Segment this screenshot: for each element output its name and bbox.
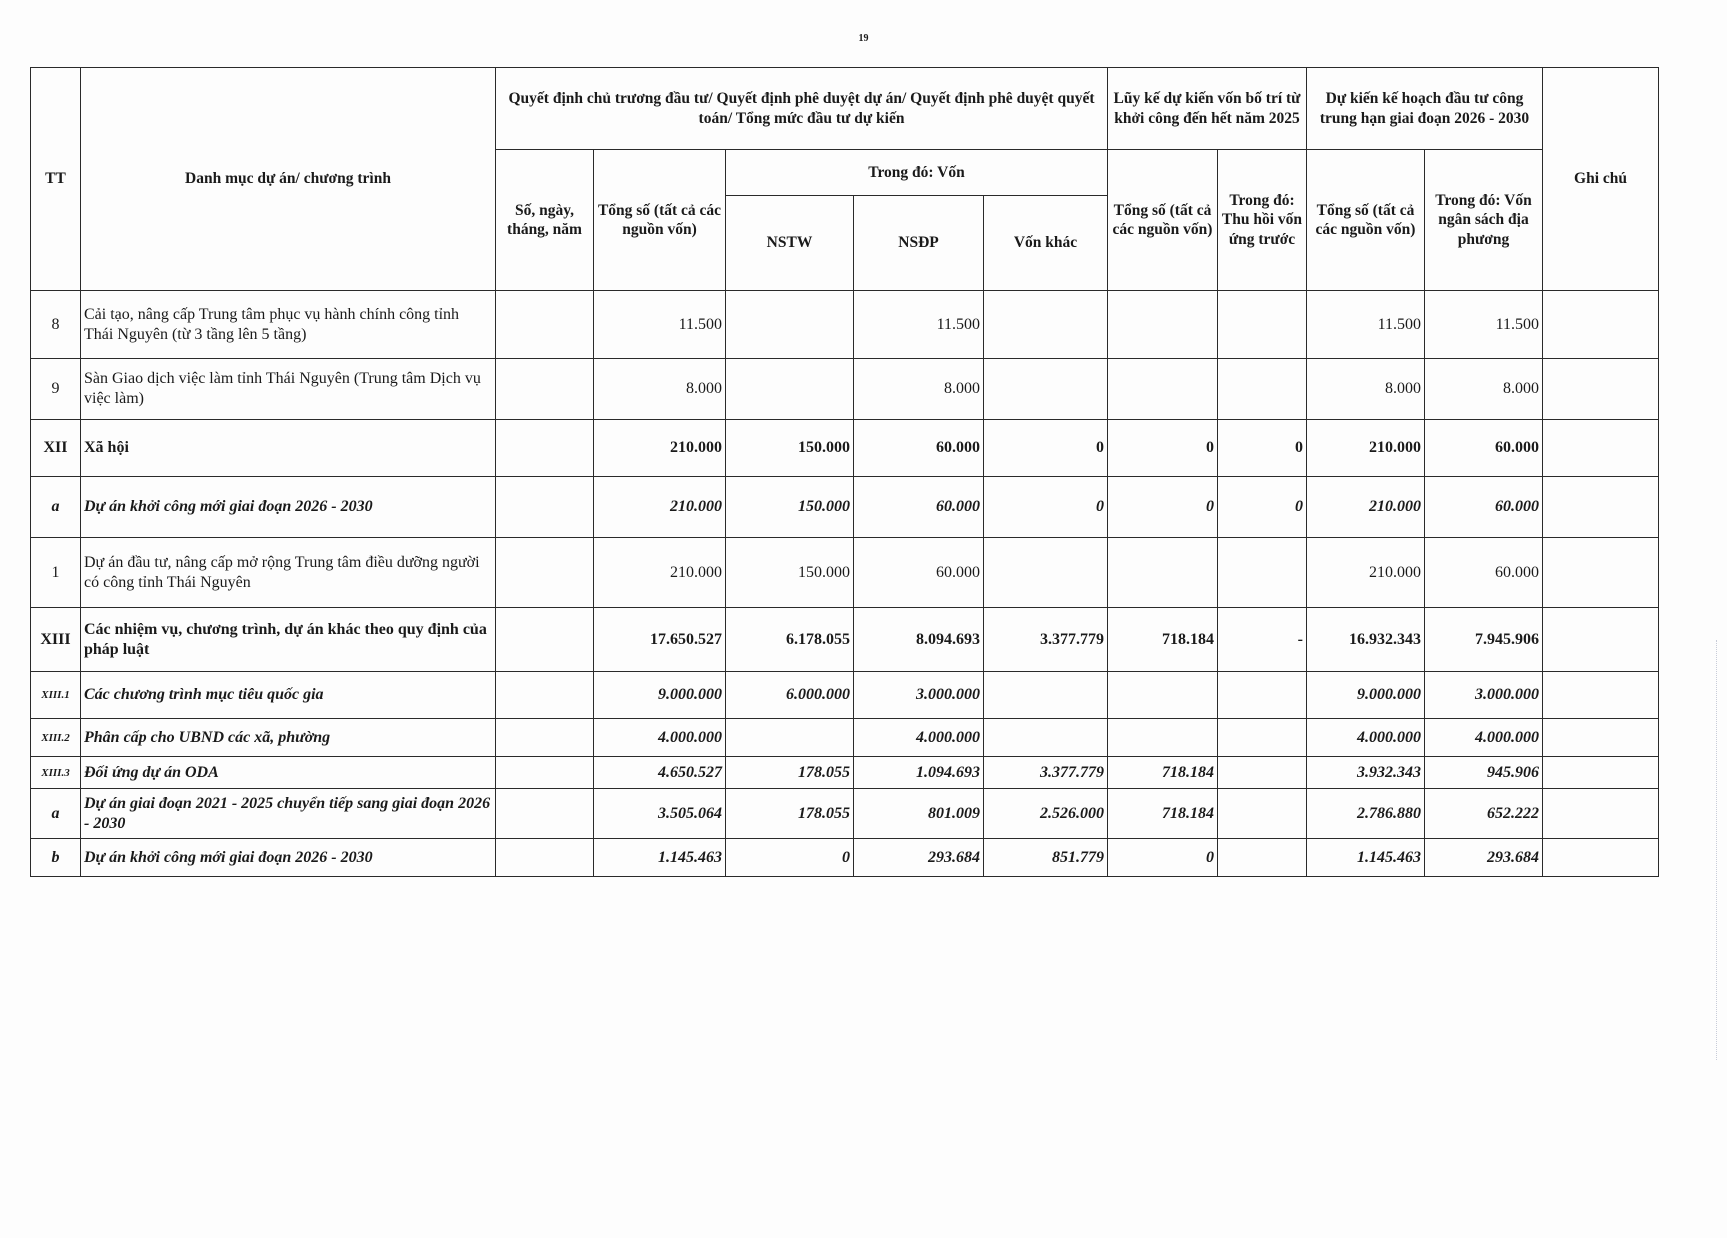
cell-plan-total: 210.000 — [1307, 538, 1425, 608]
cell-cum-total: 718.184 — [1108, 608, 1218, 672]
table-row — [31, 672, 1659, 719]
table-row — [31, 291, 1659, 359]
cell-other: 2.526.000 — [984, 789, 1108, 839]
cell-tt: XIII.2 — [31, 719, 81, 757]
cell-cum-total — [1108, 359, 1218, 420]
cell-nstw: 6.178.055 — [726, 608, 854, 672]
cell-name: Dự án khởi công mới giai đoạn 2026 - 2030 — [81, 477, 496, 538]
cell-cum-recovery: - — [1218, 608, 1307, 672]
cell-date — [496, 839, 594, 877]
cell-cum-total — [1108, 672, 1218, 719]
header-date: Số, ngày, tháng, năm — [496, 150, 594, 291]
header-project-name: Danh mục dự án/ chương trình — [81, 68, 496, 291]
table-row — [31, 719, 1659, 757]
cell-name: Dự án đầu tư, nâng cấp mở rộng Trung tâm điều dưỡng người có công tỉnh Thái Nguyên — [81, 538, 496, 608]
cell-plan-total: 2.786.880 — [1307, 789, 1425, 839]
cell-other — [984, 719, 1108, 757]
cell-nsdp: 293.684 — [854, 839, 984, 877]
cell-plan-total: 210.000 — [1307, 420, 1425, 477]
cell-tt: 8 — [31, 291, 81, 359]
cell-cum-recovery — [1218, 359, 1307, 420]
cell-nsdp: 11.500 — [854, 291, 984, 359]
table-row — [31, 789, 1659, 839]
investment-table — [30, 67, 1659, 877]
cell-cum-recovery — [1218, 538, 1307, 608]
cell-cum-total — [1108, 291, 1218, 359]
header-tt: TT — [31, 68, 81, 291]
cell-cum-recovery — [1218, 757, 1307, 789]
cell-tt: XIII.1 — [31, 672, 81, 719]
cell-name: Các chương trình mục tiêu quốc gia — [81, 672, 496, 719]
cell-note — [1543, 757, 1659, 789]
cell-total: 1.145.463 — [594, 839, 726, 877]
cell-cum-recovery — [1218, 672, 1307, 719]
cell-date — [496, 789, 594, 839]
cell-date — [496, 291, 594, 359]
cell-cum-total — [1108, 719, 1218, 757]
cell-total: 3.505.064 — [594, 789, 726, 839]
cell-plan-local: 60.000 — [1425, 420, 1543, 477]
cell-cum-total: 718.184 — [1108, 757, 1218, 789]
cell-other: 0 — [984, 477, 1108, 538]
cell-tt: 9 — [31, 359, 81, 420]
scan-edge-marks — [1716, 640, 1723, 1060]
cell-name: Phân cấp cho UBND các xã, phường — [81, 719, 496, 757]
cell-date — [496, 608, 594, 672]
cell-note — [1543, 420, 1659, 477]
cell-nstw — [726, 719, 854, 757]
cell-nstw: 150.000 — [726, 538, 854, 608]
cell-plan-total: 4.000.000 — [1307, 719, 1425, 757]
header-nsdp: NSĐP — [854, 196, 984, 291]
cell-plan-local: 652.222 — [1425, 789, 1543, 839]
cell-date — [496, 359, 594, 420]
cell-plan-total: 1.145.463 — [1307, 839, 1425, 877]
cell-nsdp: 1.094.693 — [854, 757, 984, 789]
cell-total: 8.000 — [594, 359, 726, 420]
cell-cum-recovery — [1218, 719, 1307, 757]
cell-plan-total: 210.000 — [1307, 477, 1425, 538]
header-note: Ghi chú — [1543, 68, 1659, 291]
cell-name: Dự án giai đoạn 2021 - 2025 chuyển tiếp sang giai đoạn 2026 - 2030 — [81, 789, 496, 839]
cell-tt: XIII.3 — [31, 757, 81, 789]
cell-plan-total: 16.932.343 — [1307, 608, 1425, 672]
table-row — [31, 608, 1659, 672]
cell-plan-total: 3.932.343 — [1307, 757, 1425, 789]
cell-nstw: 150.000 — [726, 420, 854, 477]
cell-name: Cải tạo, nâng cấp Trung tâm phục vụ hành chính công tỉnh Thái Nguyên (từ 3 tầng lên 5 tầng) — [81, 291, 496, 359]
cell-date — [496, 538, 594, 608]
cell-other — [984, 672, 1108, 719]
cell-nsdp: 8.000 — [854, 359, 984, 420]
cell-nstw: 0 — [726, 839, 854, 877]
cell-other — [984, 538, 1108, 608]
table-body — [31, 291, 1659, 877]
cell-total: 9.000.000 — [594, 672, 726, 719]
cell-name: Dự án khởi công mới giai đoạn 2026 - 2030 — [81, 839, 496, 877]
cell-plan-total: 11.500 — [1307, 291, 1425, 359]
header-nstw: NSTW — [726, 196, 854, 291]
cell-plan-total: 9.000.000 — [1307, 672, 1425, 719]
cell-note — [1543, 608, 1659, 672]
cell-other: 3.377.779 — [984, 757, 1108, 789]
cell-note — [1543, 789, 1659, 839]
cell-nsdp: 60.000 — [854, 477, 984, 538]
cell-total: 210.000 — [594, 477, 726, 538]
cell-tt: XII — [31, 420, 81, 477]
cell-note — [1543, 477, 1659, 538]
cell-cum-recovery: 0 — [1218, 420, 1307, 477]
header-plan-local: Trong đó: Vốn ngân sách địa phương — [1425, 150, 1543, 291]
cell-nstw — [726, 359, 854, 420]
cell-tt: a — [31, 789, 81, 839]
cell-note — [1543, 672, 1659, 719]
table-row — [31, 477, 1659, 538]
cell-plan-local: 4.000.000 — [1425, 719, 1543, 757]
cell-name: Các nhiệm vụ, chương trình, dự án khác theo quy định của pháp luật — [81, 608, 496, 672]
cell-nstw: 6.000.000 — [726, 672, 854, 719]
cell-name: Sàn Giao dịch việc làm tỉnh Thái Nguyên (Trung tâm Dịch vụ việc làm) — [81, 359, 496, 420]
cell-date — [496, 719, 594, 757]
cell-total: 4.650.527 — [594, 757, 726, 789]
cell-nstw — [726, 291, 854, 359]
cell-tt: a — [31, 477, 81, 538]
cell-nstw: 178.055 — [726, 789, 854, 839]
cell-other — [984, 359, 1108, 420]
cell-plan-local: 60.000 — [1425, 538, 1543, 608]
header-plan-group: Dự kiến kế hoạch đầu tư công trung hạn giai đoạn 2026 - 2030 — [1307, 68, 1543, 150]
cell-total: 210.000 — [594, 420, 726, 477]
cell-cum-total: 0 — [1108, 477, 1218, 538]
cell-total: 17.650.527 — [594, 608, 726, 672]
cell-tt: b — [31, 839, 81, 877]
cell-cum-recovery — [1218, 839, 1307, 877]
cell-cum-recovery — [1218, 291, 1307, 359]
cell-cum-total — [1108, 538, 1218, 608]
cell-name: Đối ứng dự án ODA — [81, 757, 496, 789]
cell-nsdp: 3.000.000 — [854, 672, 984, 719]
cell-note — [1543, 719, 1659, 757]
header-other-capital: Vốn khác — [984, 196, 1108, 291]
header-plan-total: Tổng số (tất cả các nguồn vốn) — [1307, 150, 1425, 291]
cell-plan-local: 8.000 — [1425, 359, 1543, 420]
cell-plan-local: 60.000 — [1425, 477, 1543, 538]
cell-nsdp: 60.000 — [854, 538, 984, 608]
cell-date — [496, 420, 594, 477]
table-row — [31, 420, 1659, 477]
cell-total: 4.000.000 — [594, 719, 726, 757]
cell-other — [984, 291, 1108, 359]
cell-total: 210.000 — [594, 538, 726, 608]
cell-note — [1543, 839, 1659, 877]
header-cumulative-group: Lũy kế dự kiến vốn bố trí từ khởi công đến hết năm 2025 — [1108, 68, 1307, 150]
cell-date — [496, 477, 594, 538]
cell-nsdp: 60.000 — [854, 420, 984, 477]
cell-tt: 1 — [31, 538, 81, 608]
cell-date — [496, 672, 594, 719]
cell-other: 0 — [984, 420, 1108, 477]
cell-plan-local: 3.000.000 — [1425, 672, 1543, 719]
cell-cum-total: 0 — [1108, 420, 1218, 477]
cell-cum-total: 718.184 — [1108, 789, 1218, 839]
cell-nsdp: 8.094.693 — [854, 608, 984, 672]
cell-other: 851.779 — [984, 839, 1108, 877]
cell-note — [1543, 291, 1659, 359]
cell-note — [1543, 359, 1659, 420]
header-cum-total: Tổng số (tất cả các nguồn vốn) — [1108, 150, 1218, 291]
table-row — [31, 757, 1659, 789]
header-of-which: Trong đó: Vốn — [726, 150, 1108, 196]
cell-tt: XIII — [31, 608, 81, 672]
cell-nsdp: 801.009 — [854, 789, 984, 839]
table-row — [31, 538, 1659, 608]
header-cum-recovery: Trong đó: Thu hồi vốn ứng trước — [1218, 150, 1307, 291]
cell-cum-recovery: 0 — [1218, 477, 1307, 538]
cell-total: 11.500 — [594, 291, 726, 359]
header-total: Tổng số (tất cả các nguồn vốn) — [594, 150, 726, 291]
cell-date — [496, 757, 594, 789]
header-decision-group: Quyết định chủ trương đầu tư/ Quyết định phê duyệt dự án/ Quyết định phê duyệt quyết toán/ Tổng mức đầu tư dự kiến — [496, 68, 1108, 150]
table-row — [31, 839, 1659, 877]
page-number: 19 — [858, 33, 869, 44]
table-row — [31, 359, 1659, 420]
cell-cum-total: 0 — [1108, 839, 1218, 877]
cell-plan-total: 8.000 — [1307, 359, 1425, 420]
cell-note — [1543, 538, 1659, 608]
cell-other: 3.377.779 — [984, 608, 1108, 672]
cell-plan-local: 945.906 — [1425, 757, 1543, 789]
cell-nstw: 178.055 — [726, 757, 854, 789]
cell-plan-local: 7.945.906 — [1425, 608, 1543, 672]
cell-cum-recovery — [1218, 789, 1307, 839]
cell-plan-local: 293.684 — [1425, 839, 1543, 877]
cell-plan-local: 11.500 — [1425, 291, 1543, 359]
cell-name: Xã hội — [81, 420, 496, 477]
cell-nstw: 150.000 — [726, 477, 854, 538]
cell-nsdp: 4.000.000 — [854, 719, 984, 757]
